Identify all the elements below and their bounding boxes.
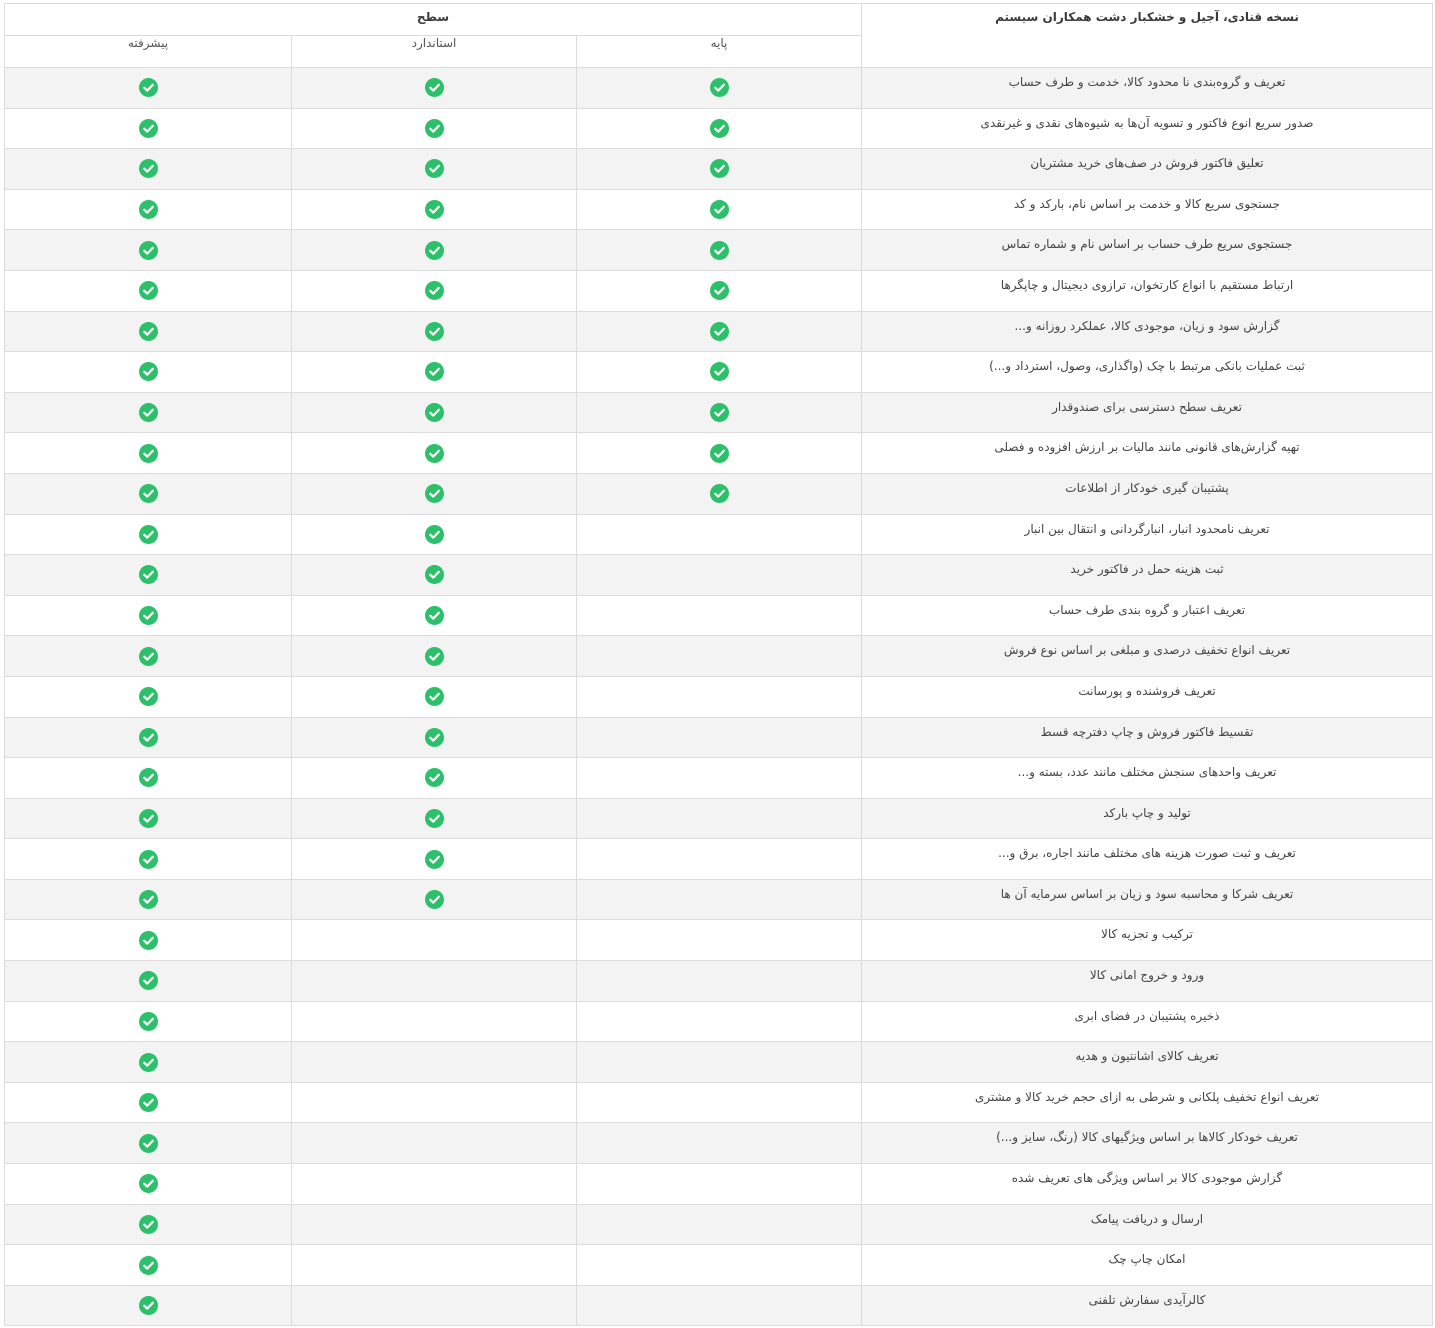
table-row (5, 1285, 1433, 1326)
level-cell-standard (292, 1164, 577, 1205)
check-circle-icon (139, 809, 158, 828)
table-row (5, 555, 1433, 596)
level-cell-advanced (5, 433, 292, 474)
level-cell-advanced (5, 1204, 292, 1245)
check-circle-icon (710, 362, 729, 381)
check-circle-icon (139, 850, 158, 869)
level-cell-advanced (5, 270, 292, 311)
check-circle-icon (710, 403, 729, 422)
check-circle-icon (425, 809, 444, 828)
table-row (5, 1123, 1433, 1164)
table-row (5, 68, 1433, 109)
feature-name: تعریف و گروه‌بندی نا محدود کالا، خدمت و طرف حساب (862, 68, 1433, 109)
check-circle-icon (425, 322, 444, 341)
check-circle-icon (139, 647, 158, 666)
check-circle-icon (139, 1053, 158, 1072)
feature-name: تولید و چاپ بارکد (862, 798, 1433, 839)
level-cell-standard (292, 514, 577, 555)
feature-name: ثبت عملیات بانکی مرتبط با چک (واگذاری، وصول، استرداد و...) (862, 352, 1433, 393)
level-cell-basic (577, 555, 862, 596)
check-circle-icon (139, 1134, 158, 1153)
check-circle-icon (139, 931, 158, 950)
feature-name: گزارش موجودی کالا بر اساس ویژگی های تعریف شده (862, 1164, 1433, 1205)
feature-name: گزارش سود و زیان، موجودی کالا، عملکرد روزانه و... (862, 311, 1433, 352)
level-cell-basic (577, 514, 862, 555)
table-row (5, 717, 1433, 758)
level-cell-basic (577, 636, 862, 677)
level-cell-standard (292, 108, 577, 149)
table-row (5, 839, 1433, 880)
table-row (5, 1082, 1433, 1123)
check-circle-icon (139, 281, 158, 300)
check-circle-icon (710, 281, 729, 300)
level-cell-advanced (5, 717, 292, 758)
level-cell-advanced (5, 555, 292, 596)
check-circle-icon (710, 200, 729, 219)
level-cell-basic (577, 1001, 862, 1042)
table-row (5, 433, 1433, 474)
feature-name: تعلیق فاکتور فروش در صف‌های خرید مشتریان (862, 149, 1433, 190)
check-circle-icon (139, 1256, 158, 1275)
check-circle-icon (710, 444, 729, 463)
table-row (5, 920, 1433, 961)
level-header-standard: استاندارد (292, 36, 577, 68)
level-cell-standard (292, 189, 577, 230)
level-cell-advanced (5, 230, 292, 271)
check-circle-icon (425, 768, 444, 787)
check-circle-icon (425, 403, 444, 422)
level-cell-basic (577, 1123, 862, 1164)
level-cell-standard (292, 636, 577, 677)
level-cell-advanced (5, 514, 292, 555)
check-circle-icon (425, 687, 444, 706)
check-circle-icon (710, 241, 729, 260)
level-cell-advanced (5, 920, 292, 961)
table-row (5, 1001, 1433, 1042)
level-cell-basic (577, 676, 862, 717)
feature-name: جستجوی سریع کالا و خدمت بر اساس نام، بارکد و کد (862, 189, 1433, 230)
level-cell-advanced (5, 311, 292, 352)
feature-name: تهیه گزارش‌های قانونی مانند مالیات بر ارزش افزوده و فصلی (862, 433, 1433, 474)
level-cell-standard (292, 839, 577, 880)
check-circle-icon (139, 200, 158, 219)
level-cell-standard (292, 230, 577, 271)
feature-name: کالرآیدی سفارش تلفنی (862, 1285, 1433, 1326)
level-cell-standard (292, 311, 577, 352)
comparison-table (4, 3, 1433, 1326)
check-circle-icon (139, 1093, 158, 1112)
level-cell-advanced (5, 1042, 292, 1083)
check-circle-icon (710, 78, 729, 97)
check-circle-icon (710, 322, 729, 341)
feature-name: تقسیط فاکتور فروش و چاپ دفترچه قسط (862, 717, 1433, 758)
feature-name: تعریف واحدهای سنجش مختلف مانند عدد، بسته و... (862, 758, 1433, 799)
feature-name: امکان چاپ چک (862, 1245, 1433, 1286)
table-row (5, 108, 1433, 149)
check-circle-icon (425, 647, 444, 666)
feature-name: ارسال و دریافت پیامک (862, 1204, 1433, 1245)
level-cell-advanced (5, 839, 292, 880)
check-circle-icon (425, 728, 444, 747)
level-cell-advanced (5, 636, 292, 677)
level-cell-advanced (5, 392, 292, 433)
level-cell-standard (292, 555, 577, 596)
level-cell-basic (577, 68, 862, 109)
level-cell-basic (577, 839, 862, 880)
table-row (5, 311, 1433, 352)
table-row (5, 149, 1433, 190)
check-circle-icon (139, 768, 158, 787)
level-cell-basic (577, 270, 862, 311)
feature-name: ترکیب و تجزیه کالا (862, 920, 1433, 961)
level-cell-standard (292, 676, 577, 717)
level-cell-basic (577, 1164, 862, 1205)
level-cell-standard (292, 149, 577, 190)
level-cell-advanced (5, 189, 292, 230)
check-circle-icon (425, 362, 444, 381)
table-row (5, 961, 1433, 1002)
level-cell-standard (292, 717, 577, 758)
table-row (5, 230, 1433, 271)
level-cell-basic (577, 1245, 862, 1286)
level-cell-basic (577, 392, 862, 433)
level-cell-basic (577, 1285, 862, 1326)
level-cell-standard (292, 352, 577, 393)
check-circle-icon (139, 606, 158, 625)
check-circle-icon (425, 565, 444, 584)
table-row (5, 1204, 1433, 1245)
level-cell-basic (577, 961, 862, 1002)
level-cell-standard (292, 1042, 577, 1083)
table-row (5, 392, 1433, 433)
level-cell-standard (292, 433, 577, 474)
level-cell-advanced (5, 473, 292, 514)
check-circle-icon (139, 78, 158, 97)
feature-name: تعریف خودکار کالاها بر اساس ویژگیهای کالا (رنگ، سایز و...) (862, 1123, 1433, 1164)
level-cell-advanced (5, 798, 292, 839)
level-cell-advanced (5, 149, 292, 190)
feature-name: ثبت هزینه حمل در فاکتور خرید (862, 555, 1433, 596)
level-cell-standard (292, 758, 577, 799)
check-circle-icon (139, 565, 158, 584)
check-circle-icon (139, 403, 158, 422)
table-title: نسخه قنادی، آجیل و خشکبار دشت همکاران سیستم (862, 4, 1433, 68)
level-cell-basic (577, 879, 862, 920)
check-circle-icon (425, 78, 444, 97)
check-circle-icon (139, 525, 158, 544)
level-cell-advanced (5, 1001, 292, 1042)
level-cell-basic (577, 189, 862, 230)
check-circle-icon (425, 119, 444, 138)
feature-name: تعریف فروشنده و پورسانت (862, 676, 1433, 717)
check-circle-icon (710, 484, 729, 503)
feature-name: تعریف اعتبار و گروه بندی طرف حساب (862, 595, 1433, 636)
level-cell-standard (292, 879, 577, 920)
feature-name: ورود و خروج امانی کالا (862, 961, 1433, 1002)
table-row (5, 270, 1433, 311)
level-cell-standard (292, 68, 577, 109)
check-circle-icon (139, 159, 158, 178)
check-circle-icon (425, 444, 444, 463)
level-cell-advanced (5, 1082, 292, 1123)
level-cell-standard (292, 392, 577, 433)
table-row (5, 189, 1433, 230)
table-row (5, 676, 1433, 717)
check-circle-icon (139, 241, 158, 260)
level-cell-basic (577, 1042, 862, 1083)
level-cell-basic (577, 1082, 862, 1123)
level-cell-standard (292, 798, 577, 839)
level-cell-basic (577, 1204, 862, 1245)
table-row (5, 879, 1433, 920)
check-circle-icon (425, 525, 444, 544)
level-cell-advanced (5, 676, 292, 717)
check-circle-icon (139, 484, 158, 503)
feature-name: تعریف نامحدود انبار، انبارگردانی و انتقال بین انبار (862, 514, 1433, 555)
level-cell-advanced (5, 1123, 292, 1164)
level-cell-standard (292, 961, 577, 1002)
level-cell-standard (292, 1245, 577, 1286)
table-row (5, 636, 1433, 677)
level-header-advanced: پیشرفته (5, 36, 292, 68)
level-cell-advanced (5, 879, 292, 920)
level-cell-basic (577, 230, 862, 271)
check-circle-icon (139, 1296, 158, 1315)
level-cell-advanced (5, 1285, 292, 1326)
level-cell-standard (292, 595, 577, 636)
check-circle-icon (425, 606, 444, 625)
feature-name: جستجوی سریع طرف حساب بر اساس نام و شماره تماس (862, 230, 1433, 271)
feature-name: تعریف کالای اشانتیون و هدیه (862, 1042, 1433, 1083)
level-cell-advanced (5, 758, 292, 799)
level-cell-advanced (5, 1164, 292, 1205)
check-circle-icon (425, 484, 444, 503)
check-circle-icon (425, 241, 444, 260)
feature-name: ارتباط مستقیم با انواع کارتخوان، ترازوی دیجیتال و چاپگرها (862, 270, 1433, 311)
feature-name: تعریف و ثبت صورت هزینه های مختلف مانند اجاره، برق و... (862, 839, 1433, 880)
level-cell-standard (292, 1204, 577, 1245)
check-circle-icon (139, 1012, 158, 1031)
level-cell-basic (577, 108, 862, 149)
table-row (5, 595, 1433, 636)
table-row (5, 352, 1433, 393)
check-circle-icon (139, 687, 158, 706)
check-circle-icon (710, 159, 729, 178)
feature-name: صدور سریع انوع فاکتور و تسویه آن‌ها به شیوه‌های نقدی و غیرنقدی (862, 108, 1433, 149)
check-circle-icon (139, 322, 158, 341)
level-cell-basic (577, 758, 862, 799)
feature-name: تعریف انواع تخفیف درصدی و مبلغی بر اساس نوع فروش (862, 636, 1433, 677)
table-row (5, 1042, 1433, 1083)
check-circle-icon (139, 119, 158, 138)
check-circle-icon (425, 159, 444, 178)
feature-name: تعریف شرکا و محاسبه سود و زیان بر اساس سرمایه آن ها (862, 879, 1433, 920)
level-cell-standard (292, 473, 577, 514)
feature-name: ذخیره پشتیبان در فضای ابری (862, 1001, 1433, 1042)
level-cell-advanced (5, 1245, 292, 1286)
check-circle-icon (139, 728, 158, 747)
level-cell-standard (292, 270, 577, 311)
level-cell-advanced (5, 961, 292, 1002)
table-row (5, 473, 1433, 514)
table-row (5, 514, 1433, 555)
check-circle-icon (139, 362, 158, 381)
check-circle-icon (139, 890, 158, 909)
check-circle-icon (139, 1215, 158, 1234)
level-cell-standard (292, 1001, 577, 1042)
check-circle-icon (139, 1174, 158, 1193)
check-circle-icon (425, 890, 444, 909)
check-circle-icon (425, 850, 444, 869)
table-row (5, 798, 1433, 839)
feature-name: پشتیبان گیری خودکار از اطلاعات (862, 473, 1433, 514)
feature-rows (5, 68, 1433, 1326)
level-cell-basic (577, 798, 862, 839)
level-cell-basic (577, 352, 862, 393)
check-circle-icon (425, 200, 444, 219)
level-cell-standard (292, 1082, 577, 1123)
level-cell-standard (292, 1123, 577, 1164)
level-cell-basic (577, 717, 862, 758)
level-header-basic: پایه (577, 36, 862, 68)
level-cell-standard (292, 1285, 577, 1326)
level-cell-basic (577, 473, 862, 514)
level-cell-basic (577, 149, 862, 190)
table-row (5, 1164, 1433, 1205)
table-row (5, 1245, 1433, 1286)
check-circle-icon (710, 119, 729, 138)
level-cell-advanced (5, 595, 292, 636)
level-cell-standard (292, 920, 577, 961)
feature-name: تعریف سطح دسترسی برای صندوقدار (862, 392, 1433, 433)
level-cell-basic (577, 920, 862, 961)
feature-name: تعریف انواع تخفیف پلکانی و شرطی به ازای حجم خرید کالا و مشتری (862, 1082, 1433, 1123)
level-cell-advanced (5, 352, 292, 393)
level-cell-advanced (5, 68, 292, 109)
level-cell-basic (577, 433, 862, 474)
table-row (5, 758, 1433, 799)
level-group-header: سطح (5, 4, 862, 36)
level-cell-basic (577, 595, 862, 636)
check-circle-icon (425, 281, 444, 300)
level-cell-advanced (5, 108, 292, 149)
check-circle-icon (139, 444, 158, 463)
check-circle-icon (139, 971, 158, 990)
level-cell-basic (577, 311, 862, 352)
